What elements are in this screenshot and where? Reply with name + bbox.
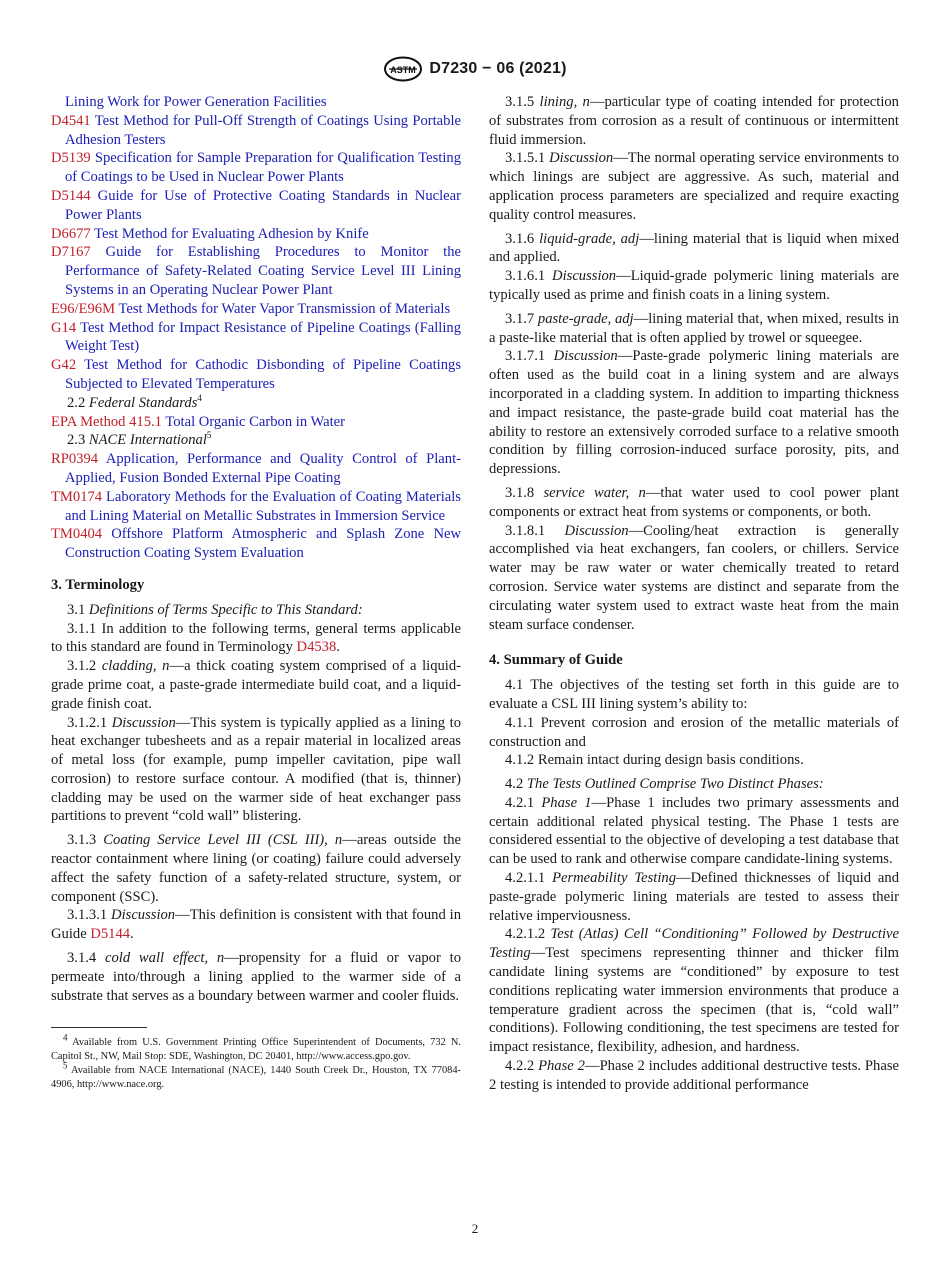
reference-code[interactable]: E96/E96M [51,300,116,317]
paragraph-3-1-5: 3.1.5 lining, n—particular type of coating intended for protection of substrates from corrosion as a result of continuous or intermittent fluid immersion. [489,94,899,148]
paragraph-3-1: 3.1 Definitions of Terms Specific to This Standard: [67,601,363,618]
inline-link-d4538[interactable]: D4538 [296,639,337,656]
page-header [0,56,950,87]
left-column [51,93,461,1092]
reference-g14 [51,319,461,357]
reference-code[interactable]: TM0404 [51,526,103,543]
reference-title[interactable]: Test Methods for Water Vapor Transmission of Materials [118,300,451,317]
reference-tm0174 [51,488,461,526]
paragraph-4-2: 4.2 The Tests Outlined Comprise Two Distinct Phases: [505,776,824,793]
paragraph-3-1-2-1: 3.1.2.1 Discussion—This system is typically applied as a lining to heat exchanger tubesheets and as a repair material in localized areas of metal loss (for example, pump impeller cavitation, pipe wall corrosion) to restore surface contour. A modified (that is, thinner) cladding may be used on the warmer side of heat exchanger pass partitions to prevent “cold wall” blistering. [51,714,461,825]
reference-title[interactable]: Test Method for Evaluating Adhesion by Knife [94,225,369,242]
paragraph-3-1-6: 3.1.6 liquid-grade, adj—lining material that is liquid when mixed and applied. [489,230,899,266]
reference-continuation: Lining Work for Power Generation Facilities [65,94,327,110]
reference-title[interactable]: Application, Performance and Quality Control of Plant-Applied, Fusion Bonded External Pipe Coating [65,451,461,486]
reference-code[interactable]: D6677 [51,225,91,242]
reference-g42 [51,356,461,394]
reference-title[interactable]: Test Method for Impact Resistance of Pipeline Coatings (Falling Weight Test) [65,319,461,355]
footnote-divider [51,1027,147,1028]
paragraph-3-1-6-1: 3.1.6.1 Discussion—Liquid-grade polymeric lining materials are typically used as prime and finish coats in a lining system. [489,268,899,303]
section-heading-summary: 4. Summary of Guide [489,652,623,669]
reference-title[interactable]: Offshore Platform Atmospheric and Splash Zone New Construction Coating System Evaluation [65,526,461,562]
reference-code[interactable]: EPA Method 415.1 [51,413,162,430]
document-id: D7230 − 06 (2021) [429,60,567,77]
reference-rp0394 [51,450,461,488]
paragraph-3-1-3: 3.1.3 Coating Service Level III (CSL III), n—areas outside the reactor containment where lining (or coating) failure could adversely affect the safety function of a safety-related structure, system, or component (SSC). [51,832,461,905]
footnote-4: $^4$ Available from U.S. Government Printing Office Superintendent of Documents, 732 N. Capitol St., NW, Mail Stop: SDE, Washington, DC 20401, http://www.access.gpo.gov. [51,1032,461,1063]
reference-d5139 [51,149,461,187]
paragraph-3-1-3-1: 3.1.3.1 Discussion—This definition is consistent with that found in Guide D5144. [51,907,461,943]
subsection-2-3: 2.3 NACE International$^5$ [67,430,212,449]
reference-title[interactable]: Test Method for Pull-Off Strength of Coatings Using Portable Adhesion Testers [65,112,461,148]
reference-code[interactable]: G14 [51,319,77,336]
reference-epa [51,413,461,432]
reference-code[interactable]: D5144 [51,187,91,204]
reference-title[interactable]: Total Organic Carbon in Water [165,413,345,430]
paragraph-4-1-2: 4.1.2 Remain intact during design basis conditions. [505,752,804,769]
reference-d5144 [51,187,461,225]
reference-code[interactable]: RP0394 [51,451,99,468]
right-column [489,93,899,1095]
reference-d7167 [51,243,461,299]
reference-title[interactable]: Laboratory Methods for the Evaluation of Coating Materials and Lining Material on Metallic Substrates in Immersion Service [65,488,461,524]
paragraph-4-1-1: 4.1.1 Prevent corrosion and erosion of the metallic materials of construction and [489,714,899,750]
subsection-2-2: 2.2 Federal Standards$^4$ [67,392,202,411]
reference-title[interactable]: Test Method for Cathodic Disbonding of Pipeline Coatings Subjected to Elevated Temperatures [65,357,462,392]
reference-d6677 [51,225,461,244]
inline-link-d5144[interactable]: D5144 [90,926,131,943]
reference-title[interactable]: Guide for Establishing Procedures to Monitor the Performance of Safety-Related Coating Service Level III Lining Systems in an Operating Nuclear Power Plant [65,244,461,298]
paragraph-3-1-8: 3.1.8 service water, n—that water used to cool power plant components or extract heat from systems or components, or both. [489,484,899,520]
paragraph-3-1-1: 3.1.1 In addition to the following terms, general terms applicable to this standard are found in Terminology D4538. [51,620,461,656]
paragraph-4-2-2: 4.2.2 Phase 2—Phase 2 includes additional destructive tests. Phase 2 testing is intended to provide additional performance [489,1058,899,1093]
paragraph-3-1-7-1: 3.1.7.1 Discussion—Paste-grade polymeric lining materials are often used as the build coat in a lining system and are always incorporated in a cladding system. In addition to imparting thickness and impact resistance, the paste-grade build coat material has the ability to restore an extensively corroded surface to a relative smooth condition by filling corrosion-induced surface porosity, pits, and depressions. [489,348,899,478]
paragraph-3-1-5-1: 3.1.5.1 Discussion—The normal operating service environments to which linings are subject are aggressive. As such, material and application process parameters are specialized and require exacting quality control measures. [489,150,899,223]
reference-title[interactable]: Specification for Sample Preparation for Qualification Testing of Coatings to be Used in Nuclear Power Plants [65,150,461,186]
svg-text:ASTM: ASTM [390,65,417,75]
paragraph-4-2-1-1: 4.2.1.1 Permeability Testing—Defined thicknesses of liquid and paste-grade polymeric lining materials are tested to assess their relative imperviousness. [489,870,899,924]
footnote-5: $^5$ Available from NACE International (NACE), 1440 South Creek Dr., Houston, TX 77084-4906, http://www.nace.org. [51,1060,462,1091]
page-number: 2 [471,1221,479,1236]
reference-code[interactable]: D4541 [51,112,91,129]
reference-code[interactable]: D7167 [51,244,91,261]
paragraph-3-1-2: 3.1.2 cladding, n—a thick coating system comprised of a liquid-grade prime coat, a paste-grade intermediate build coat, and a liquid-grade finish coat. [51,658,461,712]
reference-tm0404 [51,525,461,563]
paragraph-4-1: 4.1 The objectives of the testing set forth in this guide are to evaluate a CSL III lining system’s ability to: [489,677,899,712]
paragraph-3-1-8-1: 3.1.8.1 Discussion—Cooling/heat extraction is generally accomplished via heat exchangers, fan coolers, or chillers. Service water may be raw water or water chemically treated to retard corrosion. Service water systems are distinct and separate from the circulating water system used to extract waste heat from the main steam surface condenser. [489,522,899,633]
reference-code[interactable]: TM0174 [51,488,103,505]
paragraph-3-1-4: 3.1.4 cold wall effect, n—propensity for a fluid or vapor to permeate into/through a lining applied to the warmer side of a substrate that serves as a boundary between warmer and cooler fluids. [51,950,461,1004]
section-heading-terminology: 3. Terminology [51,576,145,593]
reference-code[interactable]: D5139 [51,150,91,167]
paragraph-4-2-1-2: 4.2.1.2 Test (Atlas) Cell “Conditioning” Followed by Destructive Testing—Test specimens representing thinner and thicker film candidate lining systems are “conditioned” by exposure to test conditions replicating water immersion environments that produce a temperature gradient across the specimen (that is, “cold wall” conditions). Following conditioning, the test specimens are tested for impact resistance, flexibility, adhesion, and hardness. [489,926,899,1056]
reference-e96 [51,300,461,319]
reference-code[interactable]: G42 [51,357,77,374]
reference-title[interactable]: Guide for Use of Protective Coating Standards in Nuclear Power Plants [65,187,461,223]
paragraph-4-2-1: 4.2.1 Phase 1—Phase 1 includes two primary assessments and certain additional related physical testing. The Phase 1 tests are considered essential to the objective of developing a test database that can be used to rank and otherwise compare candidate-lining systems. [489,794,899,868]
paragraph-3-1-7: 3.1.7 paste-grade, adj—lining material that, when mixed, results in a paste-like material that is often applied by trowel or squeegee. [489,310,899,346]
astm-logo-icon [383,56,423,82]
reference-d4541 [51,112,461,150]
